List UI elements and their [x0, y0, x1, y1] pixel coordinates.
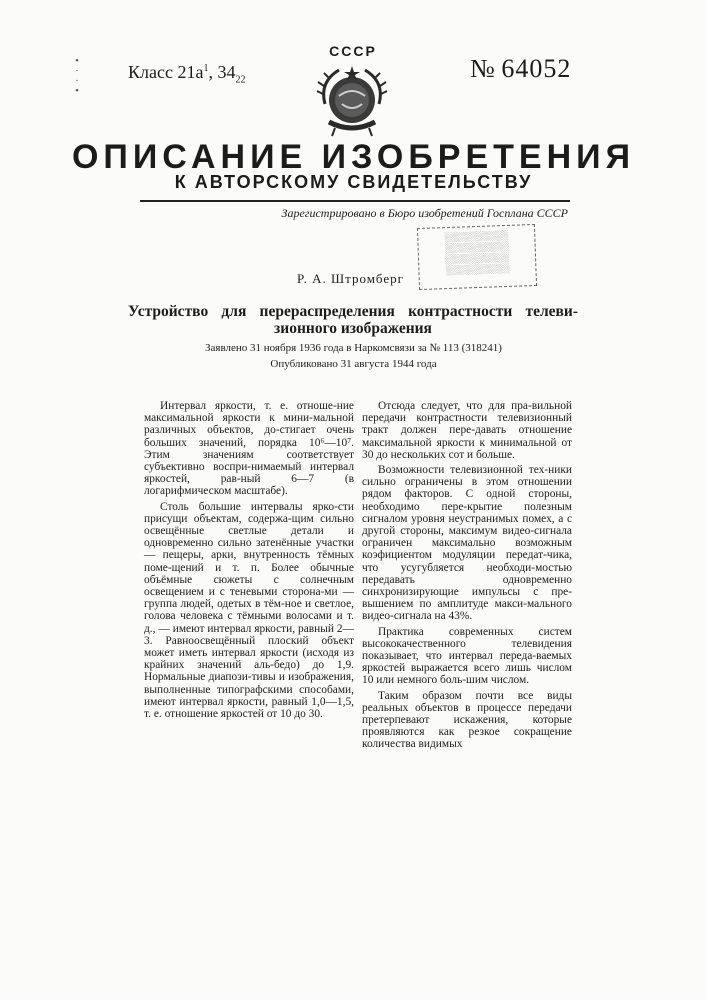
- sub-title: К АВТОРСКОМУ СВИДЕТЕЛЬСТВУ: [174, 172, 533, 192]
- paragraph: Отсюда следует, что для пра-вильной передачи контрастности телевизионный тракт должен пере-давать отношение максимальной яркости к минимальной от 30 до нескольких сот и больше.: [362, 400, 572, 461]
- class-superscript: 1: [203, 63, 209, 74]
- class-subscript: 22: [235, 74, 246, 86]
- state-emblem-icon: [309, 60, 395, 140]
- author: Р. А. Штромберг: [297, 271, 404, 286]
- paragraph: Возможности телевизионной тех-ники сильно ограничены в этом отношении рядом факторов. С одной стороны, необходимо пере-крытие полезным сигналом уровня неустранимых помех, а с другой стороны, максимум видео-сигнала ограничен максимально возможным коэфициентом модуляции передат-чика, что усугубляется необходи-мостью передавать одновременно синхронизирующие импульсы с пре-вышением по амплитуде макси-мального видео-сигнала на 43%.: [362, 464, 572, 623]
- filing-date: Заявлено 31 ноября 1936 года в Наркомсвязи за № 113 (318241): [205, 342, 502, 354]
- filing-info: [0, 340, 707, 372]
- country-label: СССР: [329, 43, 377, 59]
- main-title: ОПИСАНИЕ ИЗОБРЕТЕНИЯ: [71, 138, 636, 176]
- number-symbol: №: [470, 54, 495, 83]
- document-title-line-2: зионного изображения: [274, 320, 432, 337]
- body-column-right: [362, 400, 572, 751]
- paragraph: Таким образом почти все виды реальных объектов в процессе передачи претерпевают искажения, которые проявляются как резкое сокращение количества видимых: [362, 689, 572, 751]
- publication-date: Опубликовано 31 августа 1944 года: [270, 358, 437, 370]
- margin-punch-marks: • · · •: [75, 55, 79, 97]
- paragraph: Интервал яркости, т. е. отноше-ние максимальной яркости к мини-мальной различных объектов, до-стигает очень больших значений, порядка 10⁶—10⁷. Этим значениям соответствует субъективно воспри-нимаемый интервал яркостей, рав-ный 6—7 (в логарифмическом масштабе).: [144, 400, 354, 498]
- divider: [140, 200, 570, 202]
- classification: [128, 62, 245, 86]
- number-value: 64052: [501, 54, 572, 83]
- registration-note: Зарегистрировано в Бюро изобретений Госплана СССР: [281, 206, 568, 220]
- class-prefix: Класс 21a: [128, 62, 204, 82]
- class-mid: , 34: [208, 62, 236, 82]
- paragraph: Столь большие интервалы ярко-сти присущи объектам, содержа-щим сильно освещённые светлые детали и одновременно сильно затенённые участки — пещеры, арки, внутренность тёмных поме-щений и т. п. Более обычные объёмные сюжеты с солнечным освещением и с теневыми сторона-ми — группа людей, одетых в тём-ное и светлое, голова человека с тёмными волосами и т. д., — имеют интервал яркости, равный 2—3. Равноосвещённый плоский объект может иметь интервал яркости (исходя из крайних значений аль-бедо) до 1,9. Нормальные диапози-тивы и изображения, выполненные типографскими способами, имеют интервал яркости, равный 1,0—1,5, т. е. отношение яркостей от 10 до 30.: [144, 500, 354, 721]
- document-title-line-1: Устройство для перераспределения контрастности телеви-: [128, 303, 578, 320]
- library-stamp: ░░░░░░░░░░ ░░░░░░░░░░ ░░░░░░░░░░ ░░░░░░░░░░: [417, 224, 537, 290]
- body-column-left: [144, 400, 354, 720]
- patent-number: [470, 54, 571, 84]
- document-title: [128, 303, 578, 337]
- paragraph: Практика современных систем высококачественного телевидения показывает, что интервал переда-ваемых яркостей выражается всего лишь числом 10 или немного боль-шим числом.: [362, 625, 572, 687]
